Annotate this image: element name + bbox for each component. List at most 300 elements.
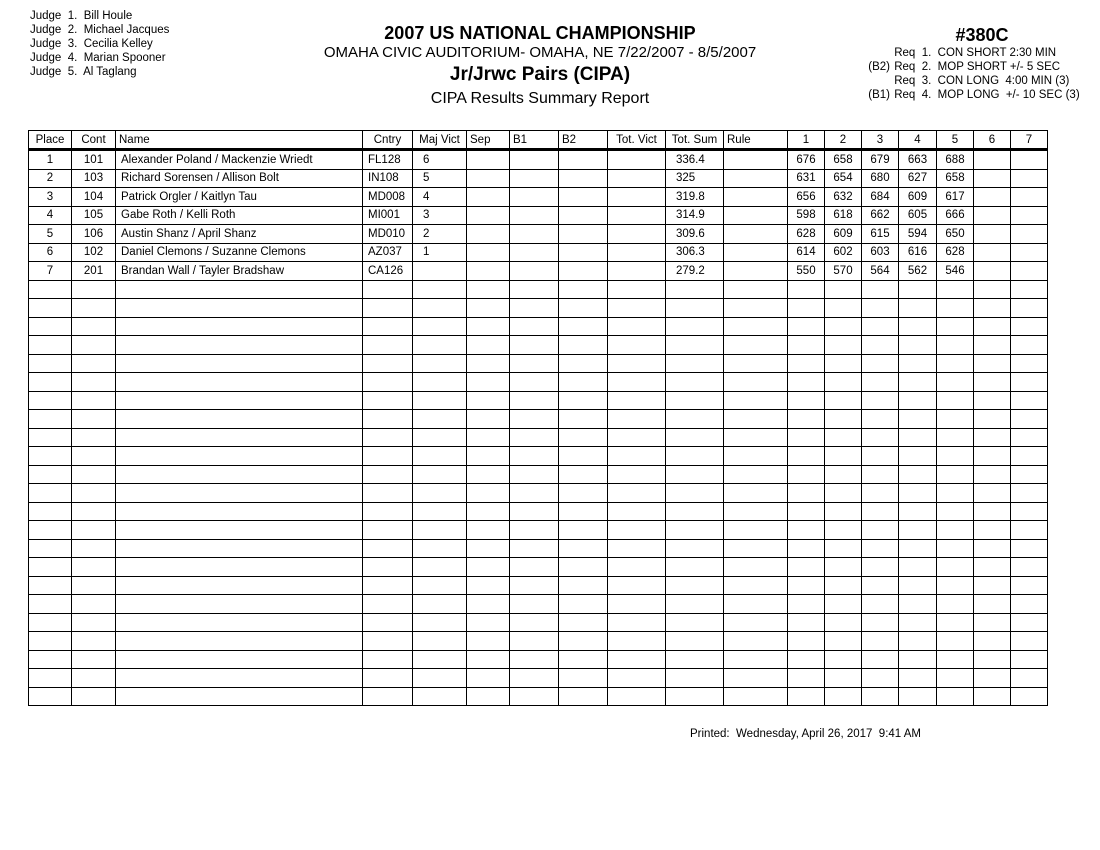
empty-cell	[937, 299, 974, 318]
empty-table-row	[29, 336, 1048, 355]
empty-cell	[666, 391, 724, 410]
cell-j6	[974, 243, 1011, 262]
empty-cell	[974, 317, 1011, 336]
empty-cell	[608, 465, 666, 484]
empty-cell	[724, 484, 788, 503]
empty-cell	[724, 317, 788, 336]
empty-cell	[825, 317, 862, 336]
empty-cell	[72, 280, 116, 299]
empty-cell	[413, 299, 467, 318]
empty-cell	[72, 484, 116, 503]
empty-cell	[1011, 299, 1048, 318]
cell-cntry: AZ037	[363, 243, 413, 262]
empty-cell	[608, 484, 666, 503]
cell-tot-vict	[608, 169, 666, 188]
cell-tot-vict	[608, 188, 666, 207]
empty-cell	[29, 280, 72, 299]
cell-cont: 102	[72, 243, 116, 262]
empty-cell	[72, 595, 116, 614]
empty-cell	[937, 428, 974, 447]
empty-cell	[937, 317, 974, 336]
empty-cell	[116, 336, 363, 355]
cell-j3: 684	[862, 188, 899, 207]
empty-cell	[510, 299, 559, 318]
cell-rule	[724, 150, 788, 170]
empty-cell	[974, 558, 1011, 577]
cell-b1	[510, 150, 559, 170]
empty-cell	[666, 336, 724, 355]
judge-5: Judge 5. Al Taglang	[30, 66, 137, 78]
col-name: Name	[116, 131, 363, 150]
empty-cell	[666, 687, 724, 706]
empty-cell	[899, 595, 937, 614]
empty-cell	[510, 428, 559, 447]
empty-cell	[788, 428, 825, 447]
empty-cell	[666, 447, 724, 466]
empty-cell	[510, 447, 559, 466]
empty-cell	[788, 410, 825, 429]
empty-cell	[724, 428, 788, 447]
cell-j2: 654	[825, 169, 862, 188]
empty-cell	[862, 632, 899, 651]
cell-b2	[559, 225, 608, 244]
empty-table-row	[29, 280, 1048, 299]
empty-cell	[899, 484, 937, 503]
table-row	[29, 243, 1048, 262]
empty-cell	[363, 613, 413, 632]
empty-cell	[559, 484, 608, 503]
empty-cell	[937, 558, 974, 577]
empty-table-row	[29, 465, 1048, 484]
empty-cell	[29, 299, 72, 318]
empty-table-row	[29, 558, 1048, 577]
empty-cell	[825, 447, 862, 466]
empty-cell	[467, 317, 510, 336]
table-header-row	[29, 131, 1048, 150]
empty-cell	[899, 613, 937, 632]
empty-cell	[559, 317, 608, 336]
cell-b1	[510, 206, 559, 225]
empty-cell	[825, 558, 862, 577]
empty-cell	[29, 650, 72, 669]
empty-cell	[899, 354, 937, 373]
cell-b2	[559, 243, 608, 262]
empty-cell	[363, 317, 413, 336]
empty-cell	[116, 299, 363, 318]
empty-cell	[1011, 336, 1048, 355]
empty-table-row	[29, 539, 1048, 558]
empty-cell	[413, 687, 467, 706]
cell-sep	[467, 243, 510, 262]
empty-cell	[72, 502, 116, 521]
empty-cell	[666, 502, 724, 521]
empty-cell	[29, 447, 72, 466]
empty-cell	[724, 391, 788, 410]
empty-cell	[467, 539, 510, 558]
empty-cell	[788, 373, 825, 392]
empty-cell	[510, 354, 559, 373]
empty-cell	[559, 650, 608, 669]
empty-cell	[413, 632, 467, 651]
empty-cell	[788, 613, 825, 632]
empty-cell	[666, 576, 724, 595]
empty-cell	[788, 558, 825, 577]
empty-cell	[666, 539, 724, 558]
empty-cell	[825, 484, 862, 503]
empty-cell	[467, 391, 510, 410]
cell-cont: 105	[72, 206, 116, 225]
cell-j1: 614	[788, 243, 825, 262]
empty-cell	[788, 576, 825, 595]
empty-cell	[825, 669, 862, 688]
empty-cell	[937, 410, 974, 429]
empty-cell	[413, 391, 467, 410]
empty-cell	[1011, 595, 1048, 614]
empty-cell	[937, 539, 974, 558]
cell-j4: 594	[899, 225, 937, 244]
empty-cell	[29, 373, 72, 392]
empty-cell	[413, 613, 467, 632]
cell-j3: 615	[862, 225, 899, 244]
empty-cell	[608, 336, 666, 355]
cell-j1: 628	[788, 225, 825, 244]
cell-maj-vict: 6	[413, 150, 467, 170]
cell-sep	[467, 188, 510, 207]
cell-j4: 627	[899, 169, 937, 188]
empty-cell	[1011, 465, 1048, 484]
empty-cell	[467, 669, 510, 688]
cell-sep	[467, 150, 510, 170]
empty-cell	[608, 280, 666, 299]
empty-cell	[974, 650, 1011, 669]
empty-cell	[559, 632, 608, 651]
cell-b2	[559, 169, 608, 188]
empty-cell	[413, 521, 467, 540]
empty-cell	[1011, 447, 1048, 466]
empty-cell	[724, 299, 788, 318]
empty-cell	[116, 317, 363, 336]
empty-cell	[116, 354, 363, 373]
cell-cont: 106	[72, 225, 116, 244]
empty-cell	[1011, 558, 1048, 577]
cell-sep	[467, 225, 510, 244]
col-tot-sum: Tot. Sum	[666, 131, 724, 150]
table-row	[29, 188, 1048, 207]
empty-cell	[788, 687, 825, 706]
empty-cell	[724, 558, 788, 577]
empty-cell	[862, 484, 899, 503]
cell-j4: 663	[899, 150, 937, 170]
empty-cell	[899, 576, 937, 595]
col-rule: Rule	[724, 131, 788, 150]
cell-cntry: IN108	[363, 169, 413, 188]
empty-cell	[510, 484, 559, 503]
cell-j1: 550	[788, 262, 825, 281]
empty-table-row	[29, 595, 1048, 614]
empty-table-row	[29, 373, 1048, 392]
empty-cell	[29, 391, 72, 410]
empty-cell	[72, 317, 116, 336]
empty-cell	[413, 650, 467, 669]
empty-cell	[363, 354, 413, 373]
cell-j4: 605	[899, 206, 937, 225]
cell-tot-vict	[608, 150, 666, 170]
empty-cell	[937, 595, 974, 614]
empty-cell	[608, 391, 666, 410]
empty-table-row	[29, 687, 1048, 706]
col-judge-5: 5	[937, 131, 974, 150]
empty-cell	[29, 632, 72, 651]
empty-cell	[899, 465, 937, 484]
empty-cell	[666, 465, 724, 484]
cell-name: Daniel Clemons / Suzanne Clemons	[116, 243, 363, 262]
empty-cell	[666, 484, 724, 503]
empty-cell	[937, 521, 974, 540]
empty-cell	[724, 465, 788, 484]
empty-cell	[413, 280, 467, 299]
empty-cell	[467, 336, 510, 355]
empty-cell	[467, 595, 510, 614]
empty-cell	[862, 280, 899, 299]
empty-cell	[899, 336, 937, 355]
empty-cell	[510, 632, 559, 651]
empty-cell	[724, 613, 788, 632]
empty-cell	[666, 558, 724, 577]
cell-tot-sum: 325	[666, 169, 724, 188]
empty-cell	[559, 521, 608, 540]
empty-table-row	[29, 484, 1048, 503]
empty-cell	[29, 539, 72, 558]
empty-cell	[363, 410, 413, 429]
cell-tot-vict	[608, 262, 666, 281]
empty-cell	[825, 428, 862, 447]
empty-cell	[666, 521, 724, 540]
empty-cell	[608, 299, 666, 318]
empty-cell	[72, 354, 116, 373]
empty-cell	[862, 613, 899, 632]
cell-j5: 688	[937, 150, 974, 170]
cell-sep	[467, 169, 510, 188]
empty-cell	[413, 317, 467, 336]
report-title: CIPA Results Summary Report	[430, 90, 650, 107]
empty-cell	[788, 595, 825, 614]
cell-j6	[974, 188, 1011, 207]
empty-cell	[510, 373, 559, 392]
event-name: Jr/Jrwc Pairs (CIPA)	[449, 64, 631, 85]
empty-cell	[608, 428, 666, 447]
empty-cell	[363, 521, 413, 540]
empty-cell	[559, 280, 608, 299]
empty-cell	[510, 410, 559, 429]
empty-cell	[116, 502, 363, 521]
empty-cell	[899, 669, 937, 688]
empty-cell	[937, 669, 974, 688]
empty-cell	[363, 576, 413, 595]
empty-cell	[862, 558, 899, 577]
empty-cell	[862, 576, 899, 595]
empty-cell	[72, 669, 116, 688]
empty-cell	[363, 595, 413, 614]
empty-cell	[413, 669, 467, 688]
empty-cell	[510, 465, 559, 484]
empty-cell	[788, 650, 825, 669]
empty-cell	[608, 613, 666, 632]
empty-cell	[724, 502, 788, 521]
empty-table-row	[29, 632, 1048, 651]
empty-cell	[862, 447, 899, 466]
cell-tot-vict	[608, 243, 666, 262]
empty-cell	[724, 280, 788, 299]
empty-cell	[788, 484, 825, 503]
cell-j5: 546	[937, 262, 974, 281]
empty-cell	[29, 669, 72, 688]
judges-list	[30, 9, 169, 79]
empty-cell	[788, 336, 825, 355]
empty-cell	[974, 484, 1011, 503]
col-maj-vict: Maj Vict	[413, 131, 467, 150]
cell-j5: 658	[937, 169, 974, 188]
empty-cell	[116, 558, 363, 577]
empty-cell	[974, 669, 1011, 688]
empty-cell	[825, 687, 862, 706]
cell-j2: 658	[825, 150, 862, 170]
empty-cell	[825, 410, 862, 429]
empty-cell	[862, 465, 899, 484]
empty-cell	[724, 539, 788, 558]
empty-cell	[825, 650, 862, 669]
cell-j4: 609	[899, 188, 937, 207]
empty-cell	[510, 576, 559, 595]
empty-cell	[666, 317, 724, 336]
empty-cell	[974, 595, 1011, 614]
col-cntry: Cntry	[363, 131, 413, 150]
empty-cell	[724, 410, 788, 429]
cell-place: 7	[29, 262, 72, 281]
empty-cell	[72, 447, 116, 466]
empty-cell	[413, 465, 467, 484]
empty-cell	[724, 521, 788, 540]
empty-cell	[788, 317, 825, 336]
cell-b2	[559, 262, 608, 281]
empty-cell	[510, 502, 559, 521]
empty-cell	[974, 502, 1011, 521]
empty-cell	[1011, 373, 1048, 392]
cell-cntry: CA126	[363, 262, 413, 281]
cell-cntry: MI001	[363, 206, 413, 225]
col-tot-vict: Tot. Vict	[608, 131, 666, 150]
cell-cntry: FL128	[363, 150, 413, 170]
empty-cell	[413, 558, 467, 577]
empty-cell	[363, 558, 413, 577]
empty-cell	[899, 447, 937, 466]
empty-cell	[29, 410, 72, 429]
requirement-4: (B1) Req 4. MOP LONG +/- 10 SEC (3)	[868, 89, 1080, 101]
cell-maj-vict: 5	[413, 169, 467, 188]
empty-cell	[788, 521, 825, 540]
cell-tot-sum: 319.8	[666, 188, 724, 207]
empty-cell	[862, 687, 899, 706]
empty-cell	[862, 539, 899, 558]
empty-cell	[559, 354, 608, 373]
empty-cell	[862, 336, 899, 355]
empty-cell	[608, 502, 666, 521]
empty-cell	[467, 650, 510, 669]
empty-cell	[510, 613, 559, 632]
empty-cell	[363, 428, 413, 447]
empty-cell	[116, 595, 363, 614]
empty-cell	[72, 299, 116, 318]
judge-3: Judge 3. Cecilia Kelley	[30, 38, 153, 50]
cell-cntry: MD008	[363, 188, 413, 207]
empty-cell	[1011, 391, 1048, 410]
cell-sep	[467, 206, 510, 225]
event-info	[850, 24, 1090, 102]
empty-cell	[559, 687, 608, 706]
empty-cell	[559, 373, 608, 392]
empty-cell	[1011, 317, 1048, 336]
cell-name: Patrick Orgler / Kaitlyn Tau	[116, 188, 363, 207]
empty-cell	[363, 650, 413, 669]
empty-cell	[116, 613, 363, 632]
empty-cell	[29, 613, 72, 632]
empty-cell	[608, 595, 666, 614]
empty-cell	[899, 521, 937, 540]
cell-cont: 103	[72, 169, 116, 188]
empty-cell	[788, 391, 825, 410]
empty-cell	[899, 373, 937, 392]
empty-cell	[608, 354, 666, 373]
empty-cell	[666, 280, 724, 299]
empty-cell	[467, 465, 510, 484]
cell-b2	[559, 150, 608, 170]
empty-cell	[413, 447, 467, 466]
empty-cell	[363, 447, 413, 466]
empty-cell	[937, 354, 974, 373]
empty-cell	[825, 502, 862, 521]
cell-j5: 628	[937, 243, 974, 262]
cell-place: 5	[29, 225, 72, 244]
empty-cell	[937, 502, 974, 521]
empty-cell	[937, 447, 974, 466]
empty-cell	[974, 465, 1011, 484]
empty-cell	[363, 632, 413, 651]
empty-cell	[937, 650, 974, 669]
empty-cell	[467, 447, 510, 466]
empty-cell	[116, 280, 363, 299]
empty-cell	[862, 354, 899, 373]
empty-cell	[1011, 280, 1048, 299]
empty-cell	[72, 613, 116, 632]
empty-cell	[899, 391, 937, 410]
empty-cell	[363, 484, 413, 503]
empty-cell	[510, 280, 559, 299]
report-header	[290, 22, 790, 109]
empty-cell	[29, 484, 72, 503]
empty-cell	[825, 632, 862, 651]
empty-cell	[72, 410, 116, 429]
empty-table-row	[29, 354, 1048, 373]
cell-rule	[724, 169, 788, 188]
empty-cell	[974, 521, 1011, 540]
empty-cell	[510, 595, 559, 614]
cell-j5: 650	[937, 225, 974, 244]
cell-name: Gabe Roth / Kelli Roth	[116, 206, 363, 225]
cell-place: 2	[29, 169, 72, 188]
empty-cell	[788, 465, 825, 484]
empty-cell	[467, 354, 510, 373]
empty-cell	[899, 650, 937, 669]
empty-cell	[608, 558, 666, 577]
